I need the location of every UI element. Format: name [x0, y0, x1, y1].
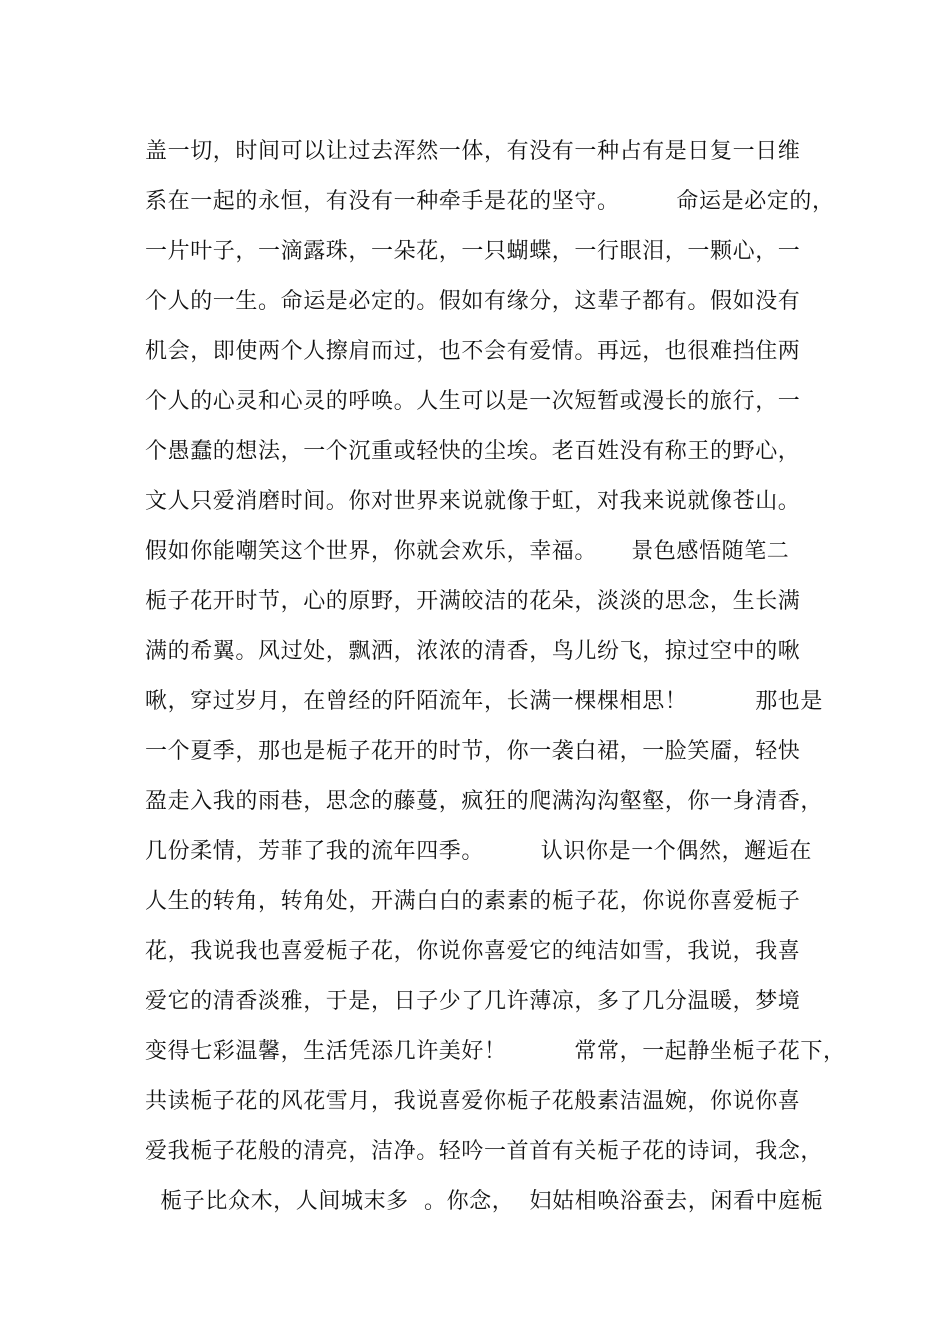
- text-line: 一个夏季，那也是栀子花开的时节，你一袭白裙，一脸笑靥，轻快: [145, 739, 801, 764]
- text-line: 个人的一生。命运是必定的。假如有缘分，这辈子都有。假如没有: [145, 289, 801, 314]
- text-line: 人生的转角，转角处，开满白白的素素的栀子花，你说你喜爱栀子: [145, 889, 801, 914]
- body-text: [145, 134, 846, 1234]
- text-line: 机会，即使两个人擦肩而过，也不会有爱情。再远，也很难挡住两: [145, 339, 801, 364]
- text-line: 爱它的清香淡雅，于是，日子少了几许薄凉，多了几分温暖，梦境: [145, 989, 801, 1014]
- text-line: 栀子比众木，人间城末多 。你念， 妇姑相唤浴蚕去，闲看中庭栀: [145, 1189, 824, 1214]
- text-line: 文人只爱消磨时间。你对世界来说就像于虹，对我来说就像苍山。: [145, 489, 801, 514]
- text-line: 变得七彩温馨，生活凭添几许美好！ 常常，一起静坐栀子花下，: [145, 1039, 846, 1064]
- text-line: 假如你能嘲笑这个世界，你就会欢乐，幸福。 景色感悟随笔二: [145, 539, 790, 564]
- text-line: 啾，穿过岁月，在曾经的阡陌流年，长满一棵棵相思！ 那也是: [145, 689, 824, 714]
- text-line: 栀子花开时节，心的原野，开满皎洁的花朵，淡淡的思念，生长满: [145, 589, 801, 614]
- text-line: 个愚蠢的想法，一个沉重或轻快的尘埃。老百姓没有称王的野心，: [145, 439, 801, 464]
- text-line: 盈走入我的雨巷，思念的藤蔓，疯狂的爬满沟沟壑壑，你一身清香，: [145, 789, 824, 814]
- text-line: 爱我栀子花般的清亮，洁净。轻吟一首首有关栀子花的诗词，我念，: [145, 1139, 824, 1164]
- text-line: 满的希翼。风过处，飘洒，浓浓的清香，鸟儿纷飞，掠过空中的啾: [145, 639, 801, 664]
- text-line: 系在一起的永恒，有没有一种牵手是花的坚守。 命运是必定的，: [145, 189, 835, 214]
- text-line: 盖一切，时间可以让过去浑然一体，有没有一种占有是日复一日维: [145, 139, 801, 164]
- text-line: 一片叶子，一滴露珠，一朵花，一只蝴蝶，一行眼泪，一颗心，一: [145, 239, 801, 264]
- text-line: 花，我说我也喜爱栀子花，你说你喜爱它的纯洁如雪，我说，我喜: [145, 939, 801, 964]
- text-line: 个人的心灵和心灵的呼唤。人生可以是一次短暂或漫长的旅行，一: [145, 389, 801, 414]
- text-line: 共读栀子花的风花雪月，我说喜爱你栀子花般素洁温婉，你说你喜: [145, 1089, 801, 1114]
- text-line: 几份柔情，芳菲了我的流年四季。 认识你是一个偶然，邂逅在: [145, 839, 813, 864]
